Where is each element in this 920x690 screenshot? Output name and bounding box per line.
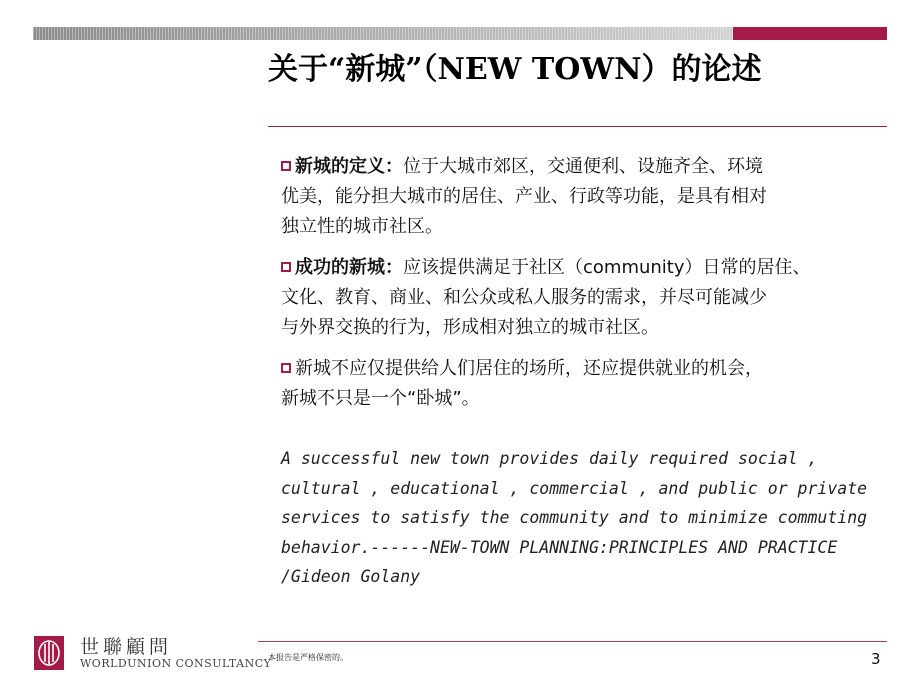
worldunion-logo-icon: [34, 636, 64, 670]
square-bullet-icon: [281, 262, 291, 272]
quote-line: A successful new town provides daily required social ,: [281, 449, 818, 468]
bullet-point-success: [281, 253, 881, 343]
bullet-text: 位于大城市郊区，交通便利、设施齐全、环境: [403, 156, 763, 177]
quote-line: cultural , educational , commercial , and public or private: [281, 478, 868, 498]
top-accent-bar: [733, 27, 887, 40]
title-divider: [268, 126, 887, 127]
square-bullet-icon: [281, 161, 291, 171]
company-name-english: WORLDUNION CONSULTANCY: [80, 657, 272, 670]
bullet-text: 新城不只是一个“卧城”。: [281, 388, 480, 409]
quote-line: behavior.------NEW-TOWN PLANNING:PRINCIPLES AND PRACTICE: [281, 537, 838, 557]
footer-divider: [258, 641, 887, 642]
bullet-lead: 成功的新城：: [295, 257, 403, 278]
english-quote: [281, 444, 867, 592]
quote-line: /Gideon Golany: [281, 567, 421, 586]
bullet-text: 新城不应仅提供给人们居住的场所，还应提供就业的机会，: [295, 358, 763, 379]
bullet-text: 应该提供满足于社区（community）日常的居住、: [403, 257, 811, 278]
bullet-text: 文化、教育、商业、和公众或私人服务的需求，并尽可能减少: [281, 287, 767, 308]
quote-line: services to satisfy the community and to minimize commuting: [281, 508, 868, 527]
confidential-note: 本报告是严格保密的。: [268, 653, 348, 662]
bullet-point-definition: [281, 152, 881, 242]
bullet-text: 独立性的城市社区。: [281, 216, 443, 237]
bullet-text: 与外界交换的行为，形成相对独立的城市社区。: [281, 317, 659, 338]
top-decorative-bar: [33, 27, 733, 40]
slide-title: 关于“新城”（NEW TOWN）的论述: [268, 52, 762, 87]
bullet-text: 优美，能分担大城市的居住、产业、行政等功能，是具有相对: [281, 186, 767, 207]
bullet-lead: 新城的定义：: [295, 156, 403, 177]
bullet-point-employment: [281, 354, 881, 414]
page-number: 3: [871, 650, 881, 668]
company-name-chinese: 世聯顧問: [80, 636, 173, 658]
square-bullet-icon: [281, 363, 291, 373]
